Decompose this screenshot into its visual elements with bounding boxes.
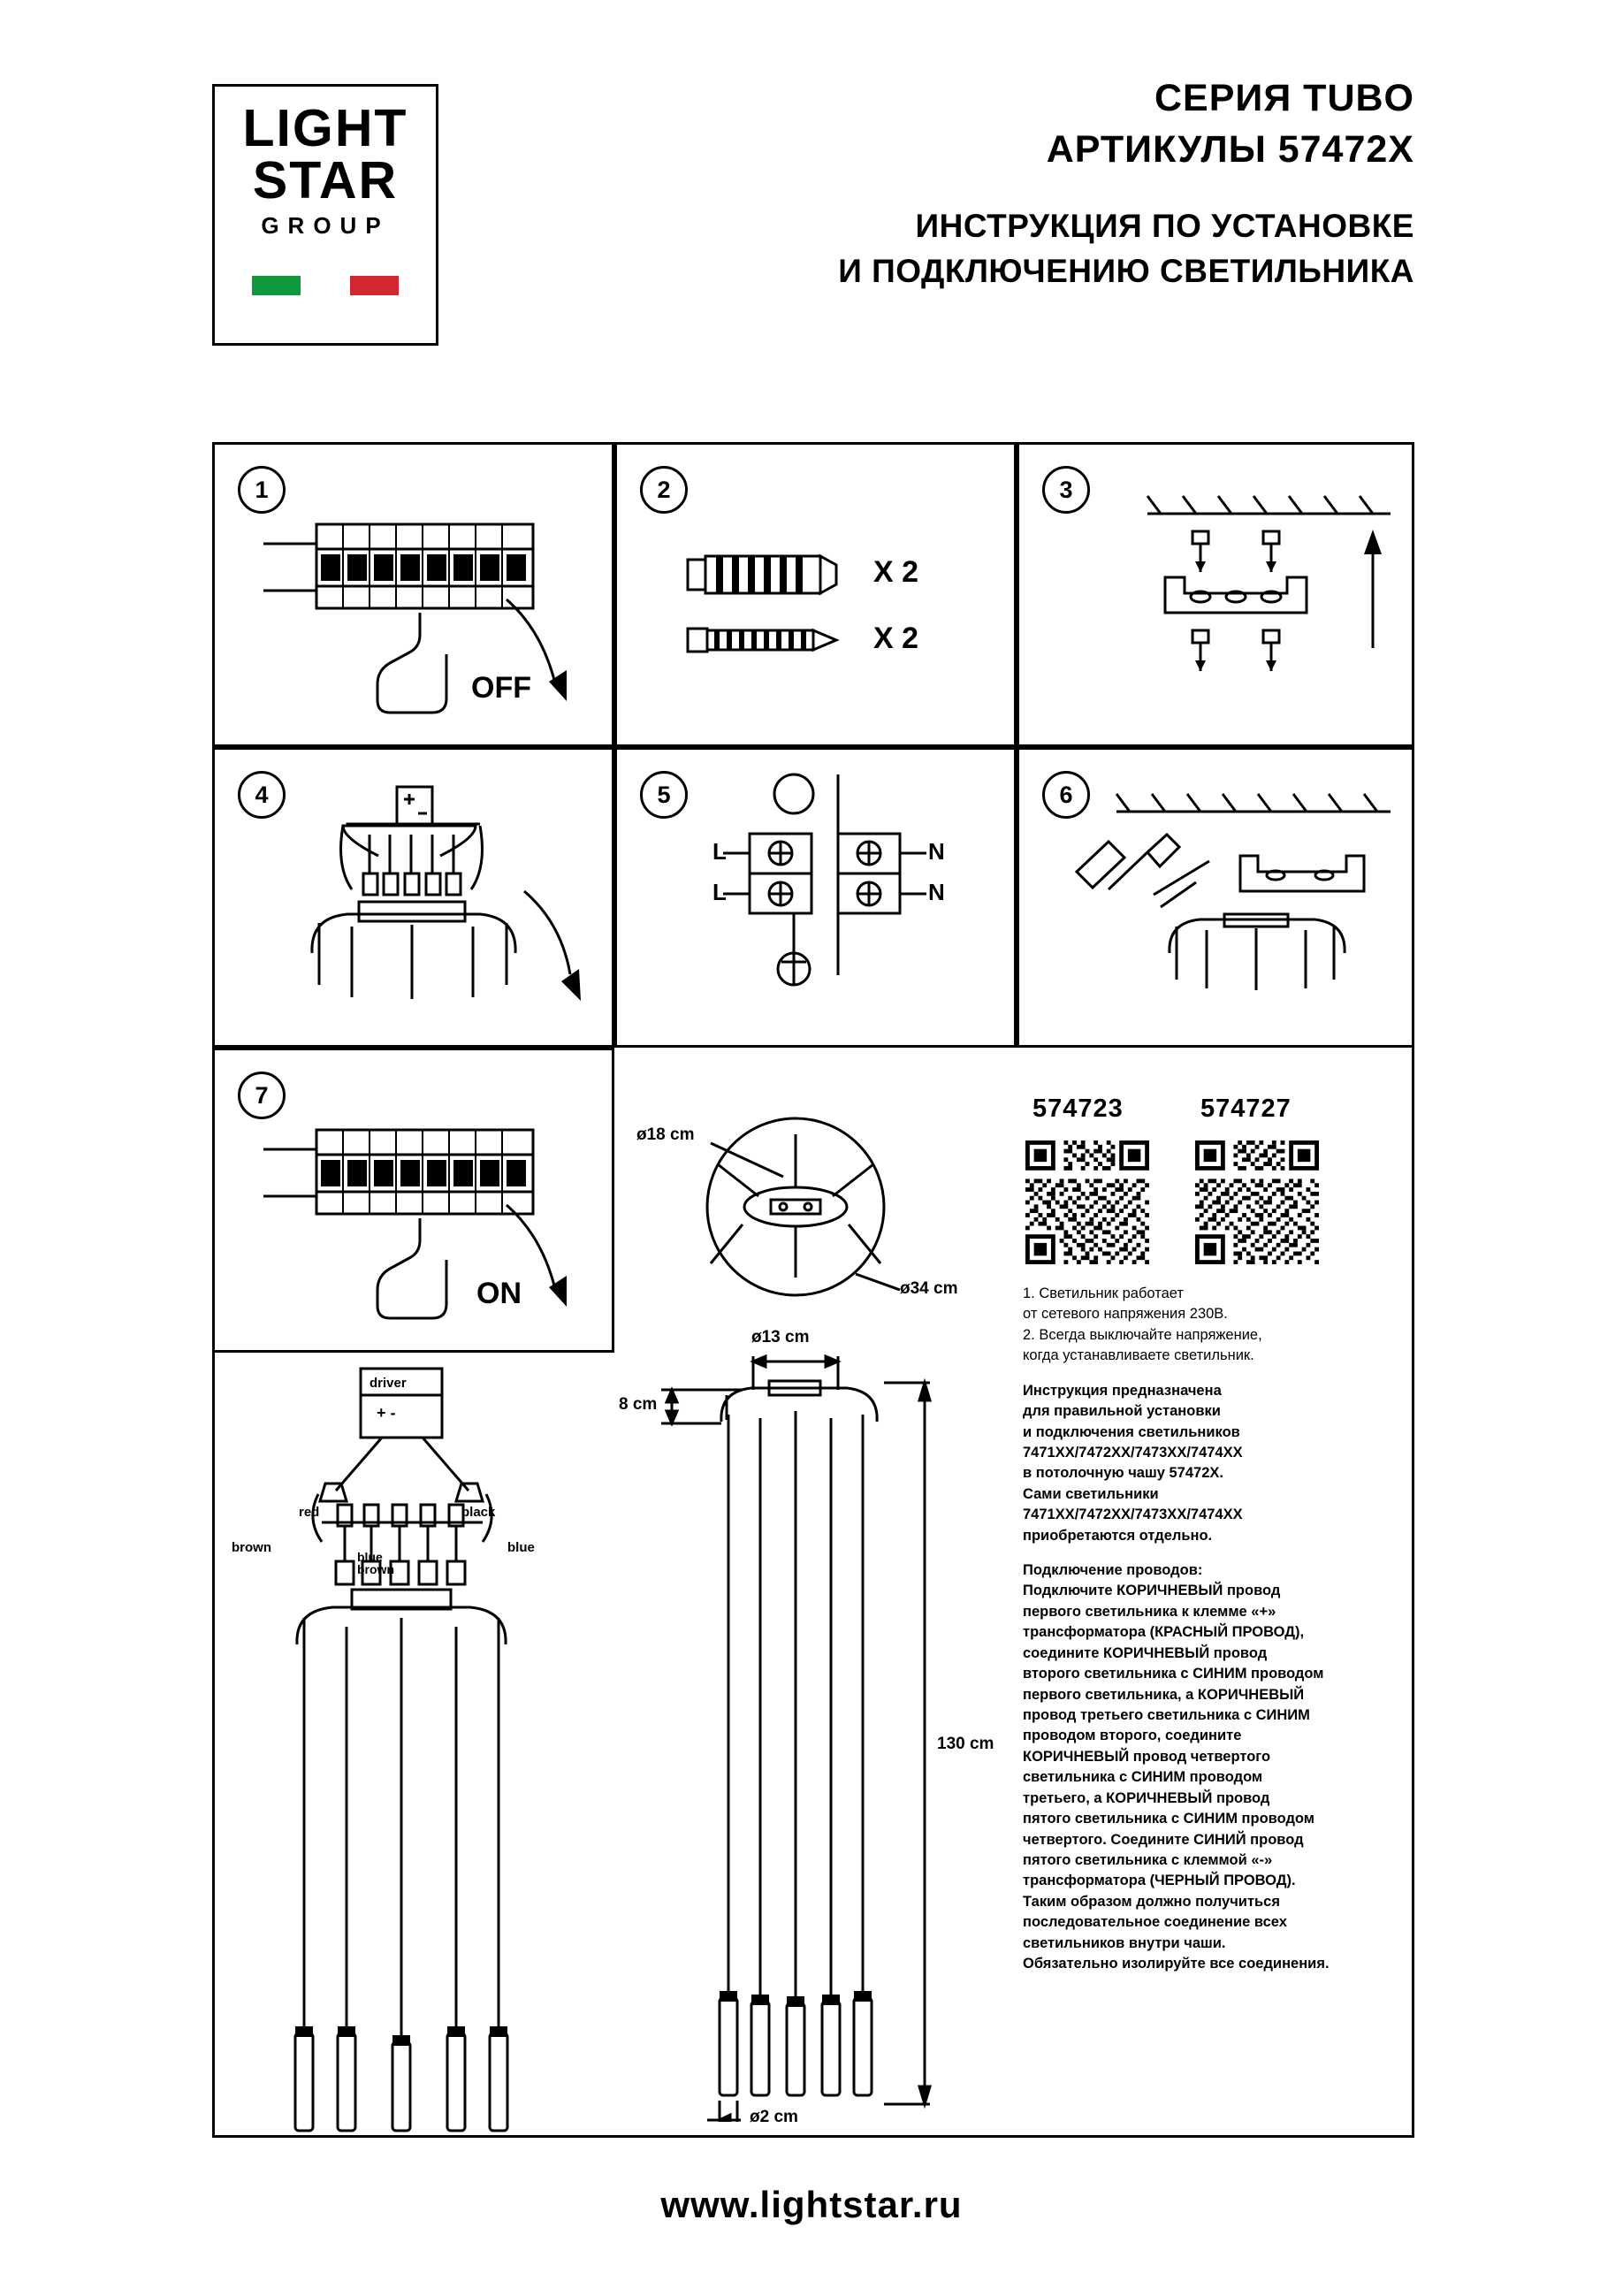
terminal-label-L2: L <box>712 879 727 905</box>
logo-line-2: STAR <box>252 151 399 210</box>
top-view-diagram <box>619 1101 1008 1304</box>
purpose-6: Сами светильники <box>1023 1485 1159 1502</box>
terminal-label-N2: N <box>928 879 945 905</box>
wire-red-label: red <box>299 1505 320 1520</box>
step-5-cell <box>614 747 1017 1048</box>
connection-1: Подключите КОРИЧНЕВЫЙ провод <box>1023 1583 1281 1599</box>
connection-2: первого светильника к клемме «+» <box>1023 1603 1276 1620</box>
connection-4: соедините КОРИЧНЕВЫЙ провод <box>1023 1644 1268 1661</box>
step-1-caption: OFF <box>471 671 531 705</box>
step-1-cell <box>212 442 614 747</box>
step-2-number: 2 <box>640 466 688 514</box>
step-2-qty-screw: X 2 <box>873 622 919 655</box>
connection-9: КОРИЧНЕВЫЙ провод четвертого <box>1023 1748 1271 1765</box>
connection-3: трансформатора (КРАСНЫЙ ПРОВОД), <box>1023 1624 1305 1641</box>
italy-flag-icon <box>252 276 399 295</box>
step-5-number: 5 <box>640 771 688 819</box>
logo-text <box>215 99 436 239</box>
purpose-1: Инструкция предназначена <box>1023 1382 1222 1399</box>
connection-13: четвертого. Соедините СИНИЙ провод <box>1023 1831 1304 1848</box>
note-3: 2. Всегда выключайте напряжение, <box>1023 1326 1262 1343</box>
notes-block <box>1023 1284 1363 1975</box>
connection-10: светильника с СИНИМ проводом <box>1023 1769 1263 1786</box>
step-2-cell <box>614 442 1017 747</box>
connection-15: трансформатора (ЧЕРНЫЙ ПРОВОД). <box>1023 1873 1296 1889</box>
dim-8cm: 8 cm <box>619 1395 658 1414</box>
article-title: АРТИКУЛЫ 57472X <box>1046 127 1414 171</box>
wire-blue-label: blue <box>507 1540 535 1555</box>
step-6-cell <box>1017 747 1414 1048</box>
connection-7: провод третьего светильника с СИНИМ <box>1023 1707 1310 1724</box>
terminal-label-L1: L <box>712 838 727 865</box>
dim-13cm: ø13 cm <box>751 1328 810 1346</box>
step-7-cell <box>212 1048 614 1353</box>
qr-code-574723 <box>1025 1140 1149 1264</box>
step-4-number: 4 <box>238 771 286 819</box>
dim-130cm: 130 cm <box>937 1735 994 1753</box>
logo-line-1: LIGHT <box>242 99 408 157</box>
connection-5: второго светильника с СИНИМ проводом <box>1023 1666 1324 1682</box>
note-4: когда устанавливаете светильник. <box>1023 1347 1254 1364</box>
front-view-diagram <box>619 1326 1008 2126</box>
connection-16: Таким образом должно получиться <box>1023 1893 1280 1910</box>
purpose-5: в потолочную чашу 57472X. <box>1023 1465 1223 1482</box>
series-title: СЕРИЯ TUBO <box>1154 77 1414 119</box>
purpose-8: приобретаются отдельно. <box>1023 1527 1213 1544</box>
wiring-diagram <box>212 1353 614 2138</box>
purpose-3: и подключения светильников <box>1023 1423 1240 1440</box>
purpose-2: для правильной установки <box>1023 1403 1221 1420</box>
manual-title-line2: И ПОДКЛЮЧЕНИЮ СВЕТИЛЬНИКА <box>838 253 1414 290</box>
code-label-574727: 574727 <box>1200 1095 1292 1123</box>
footer-website[interactable]: www.lightstar.ru <box>660 2184 963 2225</box>
connection-17: последовательное соединение всех <box>1023 1914 1287 1931</box>
manual-title-line1: ИНСТРУКЦИЯ ПО УСТАНОВКЕ <box>915 207 1414 244</box>
qr-code-574727 <box>1195 1140 1319 1264</box>
logo-line-3: GROUP <box>261 212 390 239</box>
connection-18: светильников внутри чаши. <box>1023 1934 1226 1951</box>
dim-34cm: ø34 cm <box>900 1279 958 1298</box>
wire-brown-label: brown <box>232 1540 271 1555</box>
step-7-number: 7 <box>238 1072 286 1119</box>
step-7-caption: ON <box>476 1277 522 1310</box>
connection-8: проводом второго, соедините <box>1023 1728 1242 1744</box>
step-6-number: 6 <box>1042 771 1090 819</box>
connection-6: первого светильника, а КОРИЧНЕВЫЙ <box>1023 1686 1305 1703</box>
connection-12: пятого светильника с СИНИМ проводом <box>1023 1811 1314 1827</box>
step-1-number: 1 <box>238 466 286 514</box>
logo <box>212 84 438 346</box>
step-4-cell <box>212 747 614 1048</box>
step-3-number: 3 <box>1042 466 1090 514</box>
driver-label: driver <box>370 1376 407 1391</box>
dim-2cm: ø2 cm <box>750 2108 798 2126</box>
driver-polarity-label: + - <box>377 1404 396 1422</box>
connection-11: третьего, а КОРИЧНЕВЫЙ провод <box>1023 1789 1270 1806</box>
note-1: 1. Светильник работает <box>1023 1285 1184 1301</box>
wire-black-label: black <box>461 1505 496 1520</box>
wire-blue-brown-label: blue brown <box>357 1550 394 1576</box>
terminal-label-N1: N <box>928 838 945 865</box>
step-3-cell <box>1017 442 1414 747</box>
step-2-qty-dowel: X 2 <box>873 555 919 589</box>
dim-18cm: ø18 cm <box>636 1125 695 1144</box>
connection-19: Обязательно изолируйте все соединения. <box>1023 1956 1330 1972</box>
connection-14: пятого светильника с клеммой «-» <box>1023 1851 1273 1868</box>
note-2: от сетевого напряжения 230В. <box>1023 1306 1228 1323</box>
code-label-574723: 574723 <box>1032 1095 1124 1123</box>
connection-title: Подключение проводов: <box>1023 1562 1203 1579</box>
purpose-7: 7471XX/7472XX/7473XX/7474XX <box>1023 1507 1243 1523</box>
header-text <box>495 75 1414 294</box>
purpose-4: 7471XX/7472XX/7473XX/7474XX <box>1023 1444 1243 1461</box>
